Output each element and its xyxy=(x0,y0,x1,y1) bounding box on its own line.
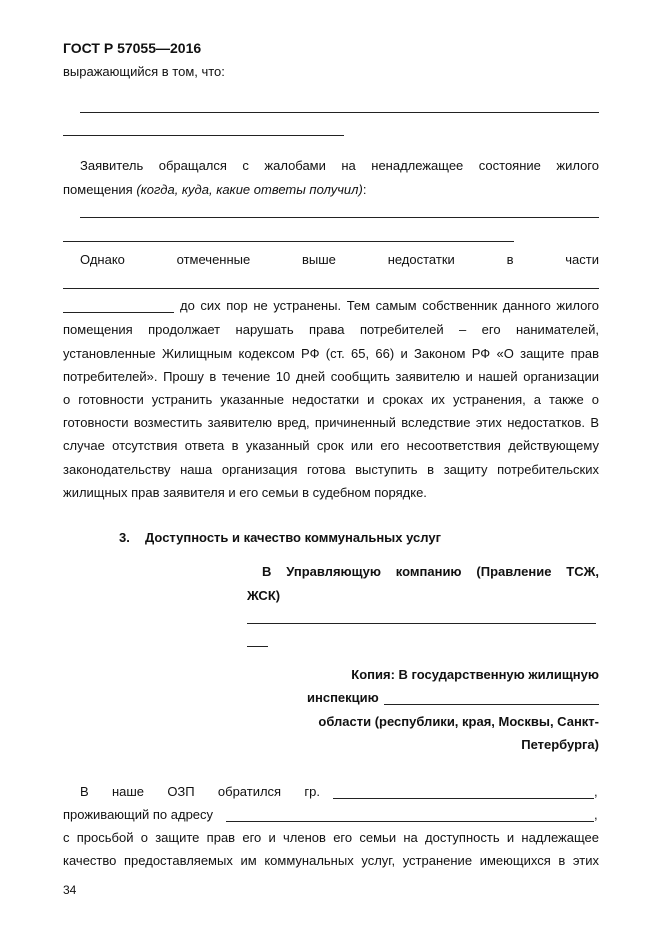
defects-word: в xyxy=(506,252,514,267)
defects-line: помещения продолжает нарушать права потребителей – его нанимателей, xyxy=(63,322,599,337)
complaint-line-2 xyxy=(63,182,599,198)
fill-line xyxy=(80,217,599,218)
defects-line: о готовности устранить указанные недостатки и сроках их устранения, а также о xyxy=(63,392,599,407)
utilities-comma: , xyxy=(594,784,598,799)
address-label: проживающий по адресу xyxy=(63,807,214,822)
defects-line: случае отсутствия ответа в указанный срок или его несоответствия действующему xyxy=(63,438,599,453)
defects-line-1 xyxy=(80,252,599,268)
defects-line-after-blank: до сих пор не устранены. Тем самым собственник данного жилого xyxy=(180,298,599,313)
addressee-line-1: В Управляющую компанию (Правление ТСЖ, xyxy=(262,564,599,579)
defects-line: установленные Жилищным кодексом РФ (ст. 65, 66) и Законом РФ «О защите прав xyxy=(63,346,599,361)
copy-line-4: Петербурга) xyxy=(521,737,599,752)
section-title: Доступность и качество коммунальных услуг xyxy=(145,530,441,545)
addressee-line-2: ЖСК) xyxy=(247,588,281,603)
address-comma: , xyxy=(594,807,598,822)
fill-line xyxy=(80,112,599,113)
utilities-word: обратился xyxy=(217,784,282,799)
complaint-line-2-end: : xyxy=(362,182,367,197)
fill-line xyxy=(226,821,594,822)
defects-word: недостатки xyxy=(387,252,455,267)
copy-line-1: Копия: В государственную жилищную xyxy=(351,667,599,682)
page-number: 34 xyxy=(63,883,77,897)
utilities-line: с просьбой о защите прав его и членов его семьи на доступность и надлежащее xyxy=(63,830,599,845)
document-header: ГОСТ Р 57055—2016 xyxy=(63,40,202,56)
fill-line xyxy=(384,704,599,705)
defects-line: жилищных прав заявителя и его семьи в судебном порядке. xyxy=(63,485,427,500)
utilities-word: ОЗП xyxy=(167,784,195,799)
fill-line xyxy=(333,798,594,799)
fill-line xyxy=(247,623,596,624)
utilities-word: наше xyxy=(111,784,145,799)
section-number: 3. xyxy=(119,530,130,545)
copy-line-3: области (республики, края, Москвы, Санкт- xyxy=(318,714,599,729)
fill-line xyxy=(63,135,344,136)
defects-word: отмеченные xyxy=(176,252,251,267)
utilities-line-1 xyxy=(80,784,320,800)
copy-line-2: инспекцию xyxy=(307,690,379,705)
complaint-italic-note: (когда, куда, какие ответы получил) xyxy=(136,182,363,197)
defects-line: потребителей». Прошу в течение 10 дней сообщить заявителю и нашей организации xyxy=(63,369,599,384)
fill-line xyxy=(63,241,514,242)
utilities-word: В xyxy=(80,784,89,799)
complaint-line-2-start: помещения xyxy=(63,182,137,197)
utilities-word: гр. xyxy=(304,784,320,799)
defects-word: Однако xyxy=(80,252,125,267)
defects-word: выше xyxy=(302,252,336,267)
defects-line: законодательству наша организация готова выступить в защиту потребительских xyxy=(63,462,599,477)
fill-line xyxy=(63,288,599,289)
defects-line: готовности возместить заявителю вред, причиненный вследствие этих недостатков. В xyxy=(63,415,599,430)
fill-line xyxy=(247,646,268,647)
fill-line xyxy=(63,312,174,313)
intro-text: выражающийся в том, что: xyxy=(63,64,225,79)
defects-word: части xyxy=(565,252,599,267)
utilities-line: качество предоставляемых им коммунальных услуг, устранение имеющихся в этих xyxy=(63,853,599,868)
complaint-line-1: Заявитель обращался с жалобами на ненадлежащее состояние жилого xyxy=(80,158,599,173)
